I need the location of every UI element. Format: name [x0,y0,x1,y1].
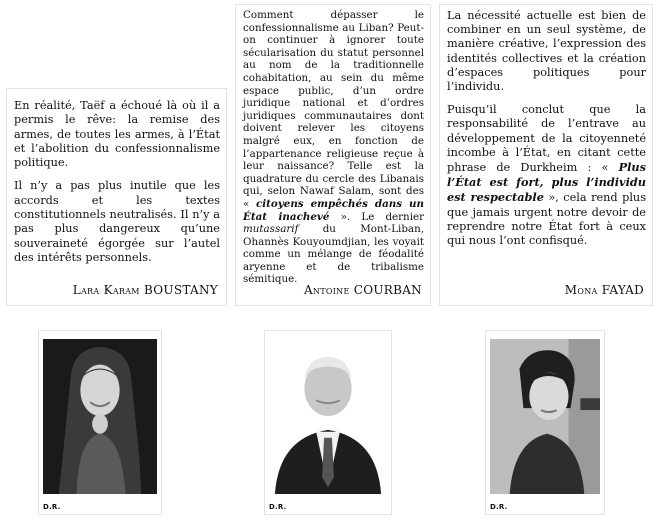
portrait-frame-courban [264,330,392,515]
author-last-name: BOUSTANY [143,283,218,297]
portrait-photo [269,339,387,494]
column-boustany [6,88,227,306]
column-text [243,9,424,286]
portrait-frame-boustany [38,330,162,515]
text-run: ». Le dernier [340,210,424,223]
photo-credit: D.R. [490,503,508,511]
author-first-name: Antoine [303,283,350,297]
author-signature [73,283,218,297]
author-last-name: FAYAD [601,283,644,297]
paragraph [243,9,424,286]
column-text [14,99,220,274]
author-signature [565,283,644,297]
column-text [447,9,646,257]
text-run: Comment dépasser le confessionnalisme au Liban? Peut-on continuer à ignorer toute sécularisation du statut personnel au nom de la traditionnelle cohabitation, au sein du même espace public, d’un ordre juridique national et d’ordres juridiques communautaires dont doivent relever les citoyens malgré eux, en fonction de l’appartenance religieuse reçue à leur naissance? Telle est la quadrature du cercle des Libanais qui, selon Nawaf Salam, sont des « [243,9,424,210]
text-run: », cela rend plus que jamais urgent notre devoir de reprendre notre État fort à ceux qui nous l’ont confisqué. [447,191,646,248]
quotation: citoyens empêchés dans un État inachevé [243,197,424,223]
author-last-name: COURBAN [353,283,422,297]
man-portrait-image [269,339,387,494]
woman-portrait-image [43,339,157,494]
text-run: Puisqu’il conclut que la responsabilité de l’entrave au développement de la citoyenneté incombe à l’État, en citant cette phrase de Durkheim : « [447,103,646,175]
photo-credit: D.R. [43,503,61,511]
author-first-name: Lara Karam [72,283,140,297]
column-courban [235,4,431,306]
woman-portrait-image [490,339,600,494]
photo-credit: D.R. [269,503,287,511]
italic-term: mutassarif [243,223,299,236]
portrait-photo [43,339,157,494]
portrait-frame-fayad [485,330,605,515]
author-signature [304,283,422,297]
author-first-name: Mona [564,283,598,297]
quotation: Plus l’État est fort, plus l’individu est respectable [447,160,646,205]
paragraph: La nécessité actuelle est bien de combiner en un seul système, de manière créative, l’expression des identités collectives et la création d’espaces politiques pour l’individu. [447,9,646,94]
text-run: du Mont-Liban, Ohannès Kouyoumdjian, les voyait comme un mélange de féodalité aryenne et de tribalisme sémitique. [243,223,424,286]
paragraph: Il n’y a pas plus inutile que les accords et les textes constitutionnels neutralisés. Il n’y a pas plus dangereux qu’une souveraineté égorgée sur l’autel des intérêts personnels. [14,179,220,264]
paragraph [447,103,646,248]
portrait-photo [490,339,600,494]
column-fayad [439,4,653,306]
paragraph: En réalité, Taëf a échoué là où il a permis le rêve: la remise des armes, de toutes les armes, à l’État et l’abolition du confessionnalisme politique. [14,99,220,170]
